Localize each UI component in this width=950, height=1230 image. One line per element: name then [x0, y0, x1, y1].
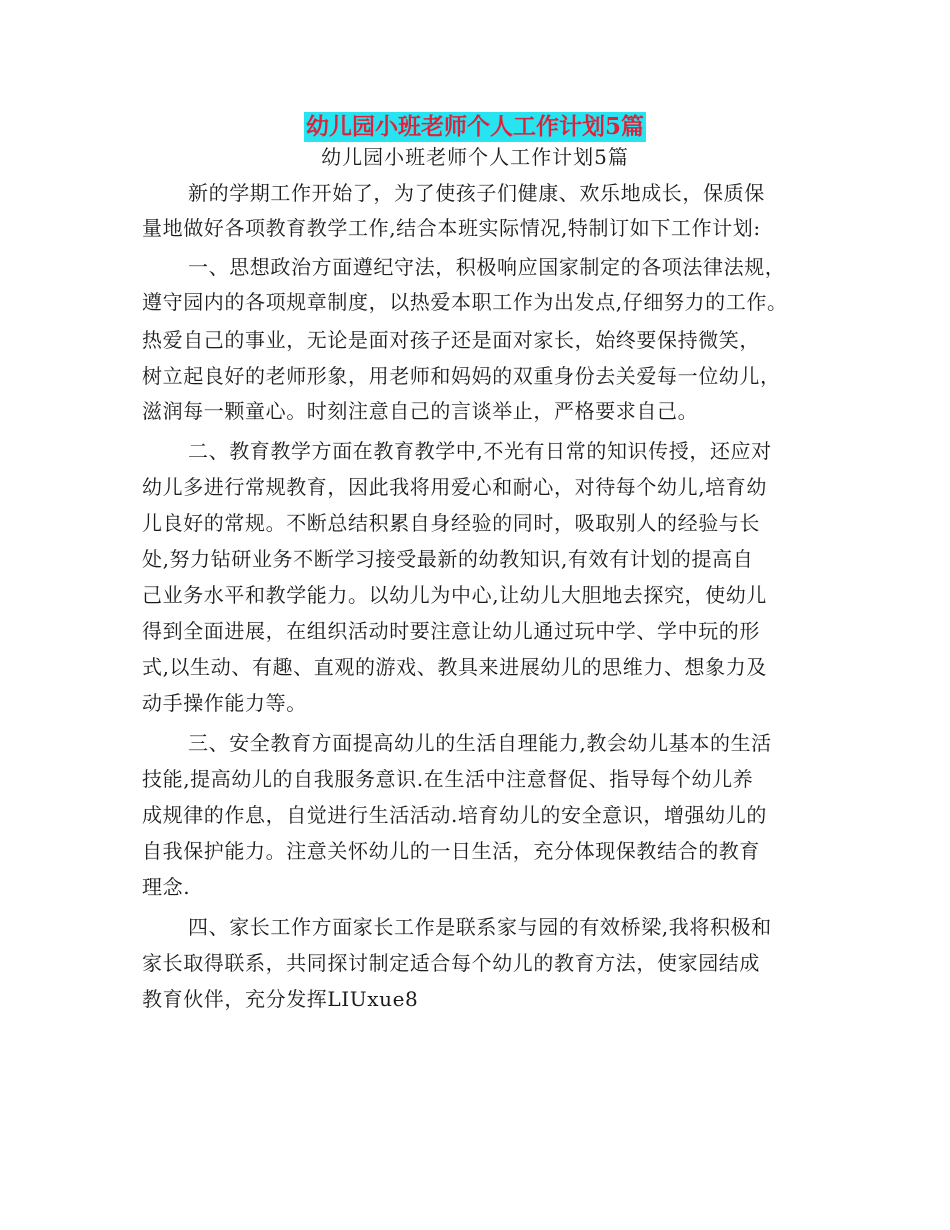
- paragraph-line: 理念.: [142, 875, 191, 899]
- paragraph-line: 量地做好各项教育教学工作,结合本班实际情况,特制订如下工作计划:: [142, 216, 761, 240]
- paragraph-line: 成规律的作息，自觉进行生活活动.培育幼儿的安全意识，增强幼儿的: [142, 803, 767, 827]
- paragraph-line: 式,以生动、有趣、直观的游戏、教具来进展幼儿的思维力、想象力及: [142, 655, 767, 679]
- paragraph-line: 热爱自己的事业，无论是面对孩子还是面对家长，始终要保持微笑，: [142, 328, 760, 352]
- title-wrap: [0, 112, 950, 142]
- paragraph-line: 动手操作能力等。: [142, 691, 307, 715]
- paragraph-line: 教育伙伴，充分发挥LIUxue8: [142, 987, 419, 1011]
- paragraph-line: 家长取得联系，共同探讨制定适合每个幼儿的教育方法，使家园结成: [142, 951, 760, 975]
- paragraph-line: 处,努力钻研业务不断学习接受最新的幼教知识,有效有计划的提高自: [142, 547, 754, 571]
- document-title: 幼儿园小班老师个人工作计划5篇: [305, 113, 644, 140]
- paragraph-line: 一、思想政治方面遵纪守法，积极响应国家制定的各项法律法规，: [188, 255, 786, 279]
- paragraph-line: 树立起良好的老师形象，用老师和妈妈的双重身份去关爱每一位幼儿，: [142, 364, 781, 388]
- paragraph-line: 滋润每一颗童心。时刻注意自己的言谈举止，严格要求自己。: [142, 399, 699, 423]
- paragraph-line: 己业务水平和教学能力。以幼儿为中心,让幼儿大胆地去探究，使幼儿: [142, 583, 767, 607]
- paragraph-line: 技能,提高幼儿的自我服务意识.在生活中注意督促、指导每个幼儿养: [142, 767, 754, 791]
- paragraph-line: 自我保护能力。注意关怀幼儿的一日生活，充分体现保教结合的教育: [142, 839, 760, 863]
- paragraph-line: 三、安全教育方面提高幼儿的生活自理能力,教会幼儿基本的生活: [188, 731, 772, 755]
- paragraph-line: 幼儿多进行常规教育，因此我将用爱心和耐心，对待每个幼儿,培育幼: [142, 475, 767, 499]
- paragraph-line: 四、家长工作方面家长工作是联系家与园的有效桥梁,我将积极和: [188, 915, 772, 939]
- document-subtitle: 幼儿园小班老师个人工作计划5篇: [321, 145, 629, 169]
- paragraph-line: 遵守园内的各项规章制度，以热爱本职工作为出发点,仔细努力的工作。: [142, 290, 788, 314]
- paragraph-line: 二、教育教学方面在教育教学中,不光有日常的知识传授，还应对: [188, 439, 772, 463]
- paragraph-line: 得到全面进展，在组织活动时要注意让幼儿通过玩中学、学中玩的形: [142, 619, 760, 643]
- paragraph-line: 新的学期工作开始了，为了使孩子们健康、欢乐地成长，保质保: [188, 181, 765, 205]
- paragraph-line: 儿良好的常规。不断总结积累自身经验的同时，吸取别人的经验与长: [142, 511, 760, 535]
